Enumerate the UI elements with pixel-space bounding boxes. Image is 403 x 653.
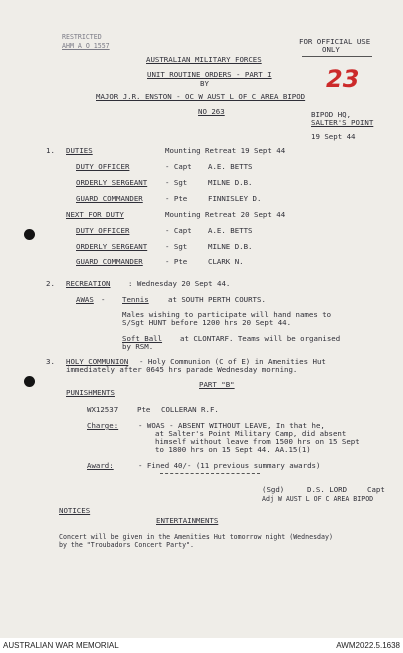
tennis-note-1: Males wishing to participate will hand names to xyxy=(122,310,332,319)
awas-label: AWAS xyxy=(76,295,94,304)
duty-name: FINNISLEY D. xyxy=(208,194,262,203)
ref-line-1: RESTRICTED xyxy=(62,33,102,41)
signature-title: Adj W AUST L OF C AREA BIPOD xyxy=(262,495,374,503)
archive-footer xyxy=(0,638,403,653)
award-rule xyxy=(160,473,260,474)
charge-line-3: himself without leave from 1500 hrs on 15 Sept xyxy=(155,437,360,446)
softball-label: Soft Ball xyxy=(122,334,163,343)
mounting-line-1: Mounting Retreat 19 Sept 44 xyxy=(165,146,286,155)
duty-role: ORDERLY SERGEANT xyxy=(76,242,148,251)
duty-name: CLARK N. xyxy=(208,257,244,266)
classification-line-2: ONLY xyxy=(322,45,340,54)
classification-line-1: FOR OFFICIAL USE xyxy=(299,37,371,46)
communion-text-1: - Holy Communion (C of E) in Amenities Hut xyxy=(139,357,326,366)
award-text: - Fined 40/- (11 previous summary awards) xyxy=(138,461,321,470)
next-for-duty-heading: NEXT FOR DUTY xyxy=(66,210,124,219)
charge-line-4: to 1800 hrs on 15 Sept 44. AA.15(1) xyxy=(155,445,311,454)
duty-rank: - Capt xyxy=(165,226,192,235)
signature-sgd: (Sgd) xyxy=(262,485,285,494)
ref-line-2: AHM A O 1557 xyxy=(62,42,110,50)
duty-role: DUTY OFFICER xyxy=(76,162,130,171)
order-number: NO 263 xyxy=(198,107,225,116)
award-label: Award: xyxy=(87,461,114,470)
softball-note: by RSM. xyxy=(122,342,154,351)
softball-place: at CLONTARF. Teams will be organised xyxy=(180,334,341,343)
duty-rank: - Capt xyxy=(165,162,192,171)
order-date: 19 Sept 44 xyxy=(311,132,356,141)
commanding-officer: MAJOR J.R. ENSTON - OC W AUST L OF C AREA BIPOD xyxy=(96,92,306,101)
part-b-heading: PART "B" xyxy=(199,380,235,389)
duty-rank: - Sgt xyxy=(165,242,188,251)
duties-number: 1. xyxy=(46,146,55,155)
recreation-heading: RECREATION xyxy=(66,279,111,288)
orders-title: UNIT ROUTINE ORDERS - PART I xyxy=(147,70,272,79)
duty-role: ORDERLY SERGEANT xyxy=(76,178,148,187)
communion-text-2: immediately after 0645 hrs parade Wednesday morning. xyxy=(66,365,298,374)
communion-number: 3. xyxy=(46,357,55,366)
signature-name: D.S. LORD xyxy=(307,485,348,494)
duty-rank: - Pte xyxy=(165,257,188,266)
duties-heading: DUTIES xyxy=(66,146,93,155)
awas-dash: - xyxy=(101,295,106,304)
duty-role: GUARD COMMANDER xyxy=(76,257,143,266)
duty-role: GUARD COMMANDER xyxy=(76,194,143,203)
tennis-note-2: S/Sgt HUNT before 1200 hrs 20 Sept 44. xyxy=(122,318,292,327)
notices-heading: NOTICES xyxy=(59,506,91,515)
classification-underline xyxy=(302,56,372,57)
duty-rank: - Sgt xyxy=(165,178,188,187)
charge-label: Charge: xyxy=(87,421,119,430)
duty-name: A.E. BETTS xyxy=(208,162,253,171)
offender-rank: Pte xyxy=(137,405,151,414)
duty-role: DUTY OFFICER xyxy=(76,226,130,235)
duty-name: MILNE D.B. xyxy=(208,178,253,187)
tennis-label: Tennis xyxy=(122,295,149,304)
notice-text-2: by the "Troubadors Concert Party". xyxy=(59,541,194,549)
location-line-2: SALTER'S POINT xyxy=(311,118,374,127)
duty-name: A.E. BETTS xyxy=(208,226,253,235)
org-title: AUSTRALIAN MILITARY FORCES xyxy=(146,55,262,64)
recreation-date: : Wednesday 20 Sept 44. xyxy=(128,279,231,288)
offender-name: COLLERAN R.F. xyxy=(161,405,219,414)
punch-hole-top xyxy=(24,229,35,240)
recreation-number: 2. xyxy=(46,279,55,288)
duty-rank: - Pte xyxy=(165,194,188,203)
punishments-heading: PUNISHMENTS xyxy=(66,388,115,397)
punch-hole-bottom xyxy=(24,376,35,387)
charge-line-1: - WOAS - ABSENT WITHOUT LEAVE, In that he, xyxy=(138,421,325,430)
orders-by: BY xyxy=(200,79,209,88)
signature-rank: Capt xyxy=(367,485,385,494)
communion-heading: HOLY COMMUNION xyxy=(66,357,129,366)
handwritten-page-number: 23 xyxy=(326,65,360,93)
footer-institution: AUSTRALIAN WAR MEMORIAL xyxy=(3,641,119,650)
footer-accession-number: AWM2022.5.1638 xyxy=(336,641,400,650)
duty-name: MILNE D.B. xyxy=(208,242,253,251)
notice-text-1: Concert will be given in the Amenities Hut tomorrow night (Wednesday) xyxy=(59,533,333,541)
location-line-1: BIPOD HQ, xyxy=(311,110,352,119)
entertainments-heading: ENTERTAINMENTS xyxy=(156,516,219,525)
mounting-line-2: Mounting Retreat 20 Sept 44 xyxy=(165,210,286,219)
tennis-place: at SOUTH PERTH COURTS. xyxy=(168,295,266,304)
charge-line-2: at Salter's Point Military Camp, did absent xyxy=(155,429,347,438)
service-number: WX12537 xyxy=(87,405,119,414)
